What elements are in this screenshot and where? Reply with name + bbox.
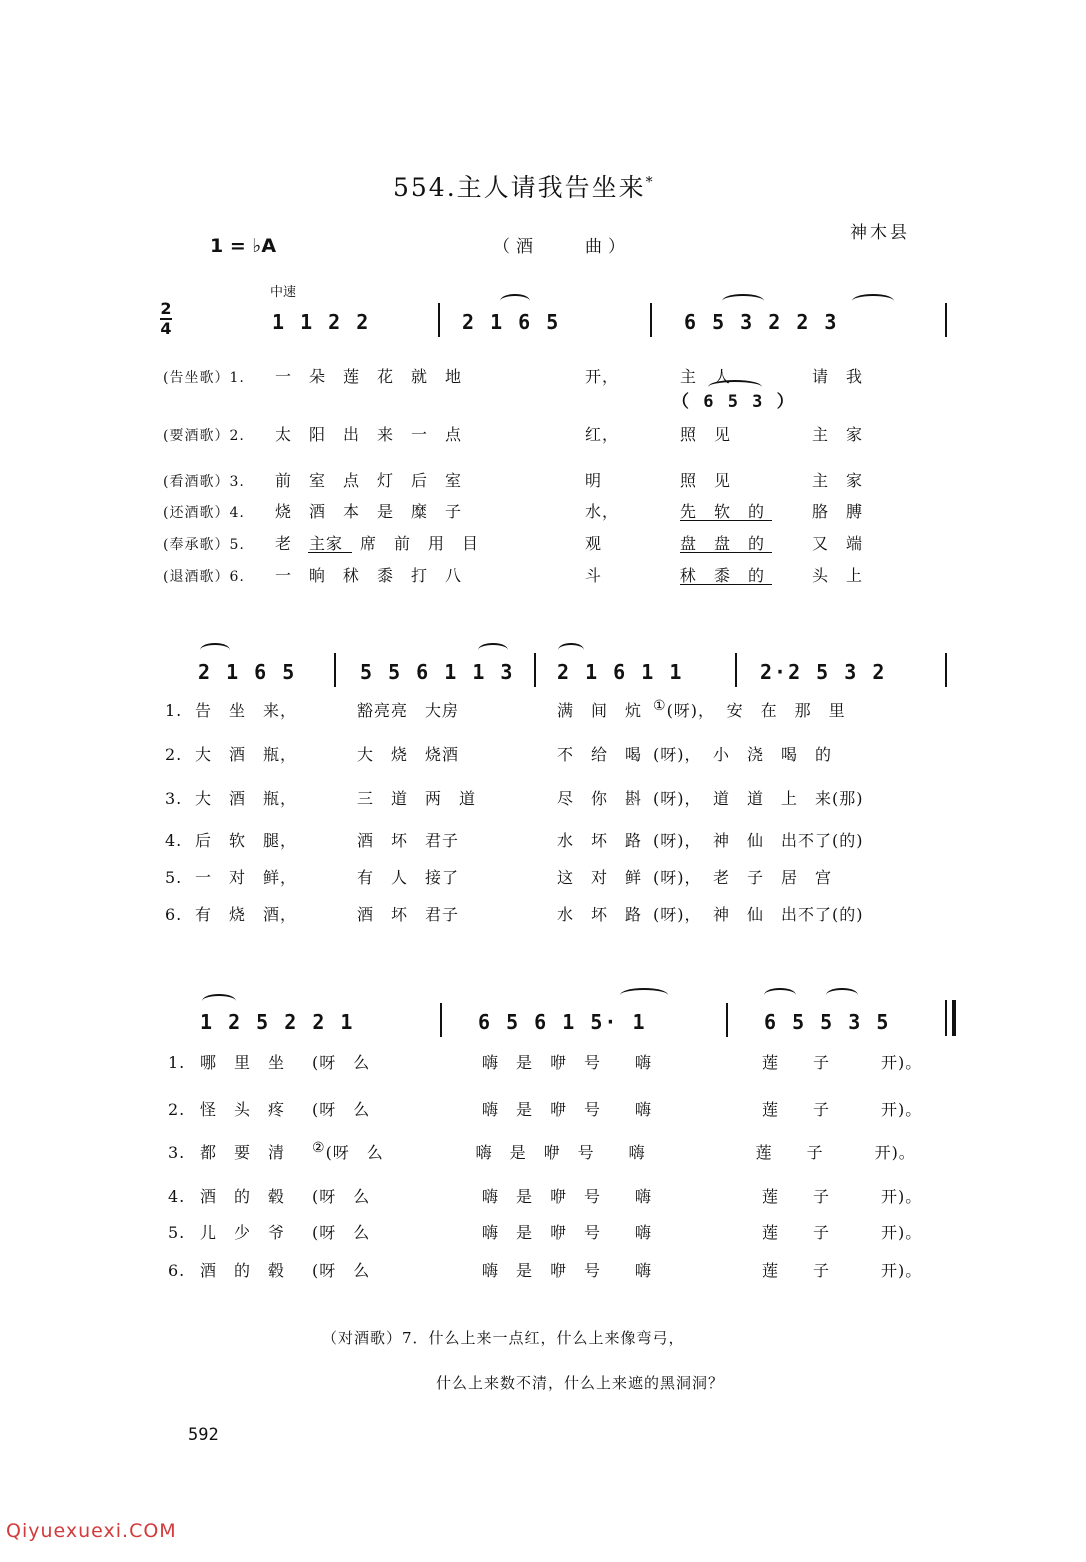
paren-notes: （ 6 5 3 ） [672, 392, 796, 412]
slur-mark [500, 294, 530, 308]
time-signature: 2 4 [160, 299, 172, 338]
lyric-row-5: (奉承歌）5. 老 主家 席 前 用 目 观 盘 盘 的 又 端 [163, 534, 864, 553]
lyric-row-6: (退酒歌）6. 一 晌 秫 黍 打 八 斗 秫 黍 的 头 上 [163, 566, 864, 585]
underline-mark [680, 520, 772, 521]
slur-mark [202, 994, 236, 1008]
slur-mark [764, 988, 796, 1002]
slur-mark [200, 643, 230, 657]
lyric-row-1: 1. 告 坐 来， 豁亮亮 大房 满 间 炕 ①(呀)， 安 在 那 里 [165, 698, 846, 721]
final-barline [945, 1000, 947, 1036]
slur-mark [620, 988, 668, 1002]
tempo-marking: 中速 [270, 285, 297, 300]
measure-2-2: 5 5 6 1 1 3 [360, 660, 515, 684]
slur-mark [826, 988, 858, 1002]
lyric-row-4: (还酒歌）4. 烧 酒 本 是 糜 子 水， 先 软 的 胳 膊 [163, 502, 864, 521]
lyric-row-5: 5. 一 对 鲜， 有 人 接了 这 对 鲜 (呀)， 老 子 居 宫 [165, 868, 833, 888]
lyric-row-6: 6. 有 烧 酒， 酒 坏 君子 水 坏 路 (呀)， 神 仙 出不了(的) [165, 905, 864, 925]
region-label: 神木县 [850, 223, 910, 243]
page-number: 592 [188, 1425, 219, 1445]
measure-2-4: 2·2 5 3 2 [760, 660, 887, 684]
barline [440, 1003, 442, 1037]
barline [438, 303, 440, 337]
slur-mark [852, 294, 894, 308]
barline [650, 303, 652, 337]
lyric-row-2: 2. 怪 头 疼 (呀 么 嗨 是 咿 号 嗨 莲 子 开)。 [168, 1100, 923, 1120]
underline-mark [680, 552, 772, 553]
verse-7-line-2: 什么上来数不清，什么上来遮的黑洞洞？ [436, 1374, 725, 1392]
measure-3-3: 6 5 5 3 5 [764, 1010, 891, 1034]
final-barline-thick [952, 1000, 956, 1036]
measure-2-1: 2 1 6 5 [198, 660, 297, 684]
underline-mark [680, 584, 772, 585]
lyric-row-4: 4. 后 软 腿， 酒 坏 君子 水 坏 路 (呀)， 神 仙 出不了(的) [165, 831, 864, 851]
barline [945, 303, 947, 337]
footnote-marker: ① [653, 698, 667, 714]
lyric-row-3: 3. 都 要 清 ②(呀 么 嗨 是 咿 号 嗨 莲 子 开)。 [168, 1140, 916, 1163]
slur-mark [722, 294, 764, 308]
measure-2-3: 2 1 6 1 1 [557, 660, 684, 684]
watermark: Qiyuexuexi.COM [6, 1520, 177, 1542]
slur-mark [478, 643, 508, 657]
barline [334, 653, 336, 687]
measure-3-1: 1 2 5 2 2 1 [200, 1010, 355, 1034]
lyric-row-3: 3. 大 酒 瓶， 三 道 两 道 尽 你 斟 (呀)， 道 道 上 来(那) [165, 789, 864, 809]
barline [735, 653, 737, 687]
barline [945, 653, 947, 687]
measure-3-2: 6 5 6 1 5· 1 [478, 1010, 647, 1034]
measure-1-1: 1 1 2 2 [272, 310, 371, 334]
underline-mark [308, 552, 352, 553]
lyric-row-6: 6. 酒 的 毂 (呀 么 嗨 是 咿 号 嗨 莲 子 开)。 [168, 1261, 923, 1281]
measure-1-2: 2 1 6 5 [462, 310, 561, 334]
verse-7-line-1: （对酒歌）7．什么上来一点红，什么上来像弯弓， [322, 1329, 685, 1347]
lyric-row-4: 4. 酒 的 毂 (呀 么 嗨 是 咿 号 嗨 莲 子 开)。 [168, 1187, 923, 1207]
lyric-row-5: 5. 儿 少 爷 (呀 么 嗨 是 咿 号 嗨 莲 子 开)。 [168, 1223, 923, 1243]
measure-1-3: 6 5 3 2 2 3 [684, 310, 839, 334]
barline [726, 1003, 728, 1037]
footnote-marker: ② [312, 1140, 326, 1156]
key-signature: 1 = ♭A [210, 235, 277, 257]
slur-mark [558, 643, 584, 657]
lyric-row-2: (要酒歌）2. 太 阳 出 来 一 点 红， 照 见 主 家 [163, 425, 864, 444]
lyric-row-1: (告坐歌）1. 一 朵 莲 花 就 地 开， 主 人 请 我 [163, 367, 864, 386]
lyric-row-2: 2. 大 酒 瓶， 大 烧 烧酒 不 给 喝 (呀)， 小 浇 喝 的 [165, 745, 833, 765]
barline [534, 653, 536, 687]
genre-label: （酒 曲） [493, 237, 631, 257]
lyric-row-3: (看酒歌）3. 前 室 点 灯 后 室 明 照 见 主 家 [163, 471, 864, 490]
song-title: 554.主人请我告坐来* [393, 173, 655, 202]
lyric-row-1: 1. 哪 里 坐 (呀 么 嗨 是 咿 号 嗨 莲 子 开)。 [168, 1053, 923, 1073]
